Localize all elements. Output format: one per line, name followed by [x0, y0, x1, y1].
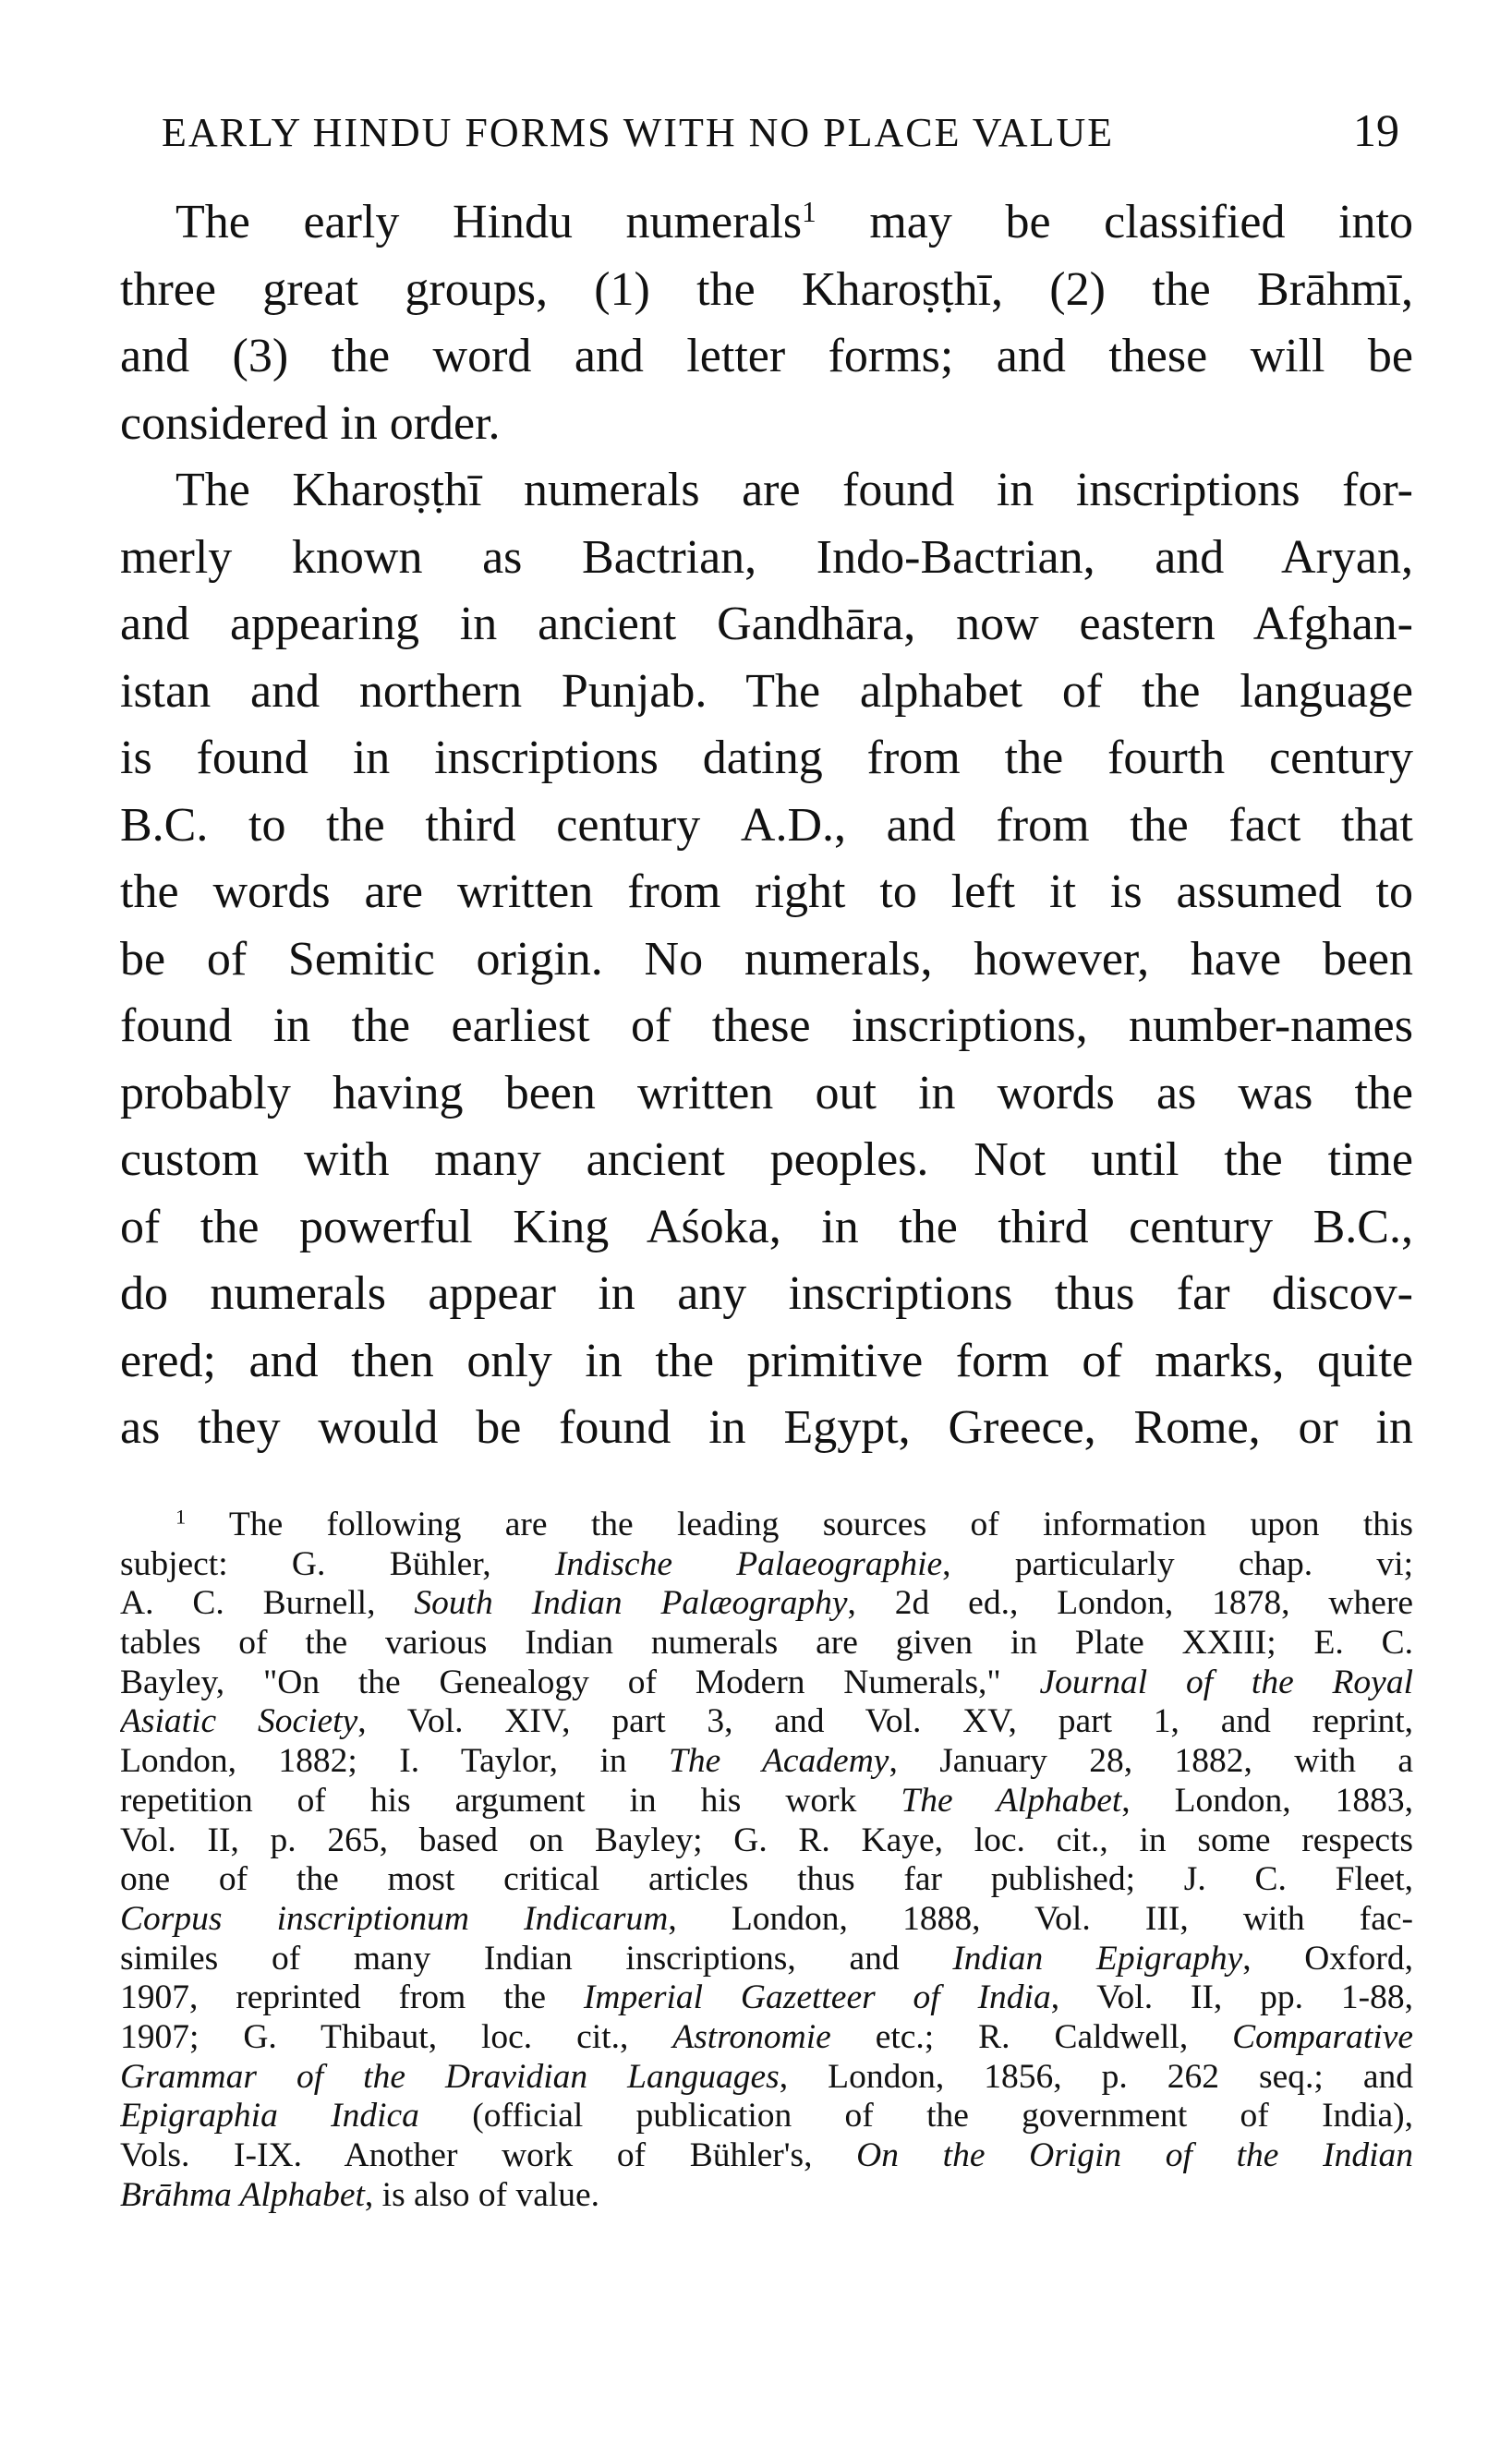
text-run: , particularly chap. vi; — [942, 1544, 1413, 1583]
footnote-line — [120, 2136, 1413, 2176]
text-run: A. C. Burnell, — [120, 1584, 415, 1623]
book-title: Imperial Gazetteer of India — [583, 1978, 1051, 2017]
text-line — [120, 792, 1413, 860]
text-run: Bayley, "On the Genealogy of Modern Numerals," — [120, 1663, 1040, 1701]
text-run: to the third century — [208, 798, 741, 852]
text-line: ered; and then only in the primitive form of marks, quite — [120, 1334, 1413, 1387]
text-line: as they would be found in Egypt, Greece, Rome, or in — [120, 1401, 1413, 1454]
running-title: EARLY HINDU FORMS WITH NO PLACE VALUE — [162, 110, 1115, 155]
text-line: The Kharoṣṭhī numerals are found in inscriptions for- — [175, 464, 1413, 516]
text-run: 1907; G. Thibaut, loc. cit., — [120, 2017, 673, 2056]
footnote-line — [120, 2058, 1413, 2098]
era-abbrev: B.C. — [120, 798, 209, 852]
footnote-line: Vol. II, p. 265, based on Bayley; G. R. Kaye, loc. cit., in some respects — [120, 1821, 1413, 1859]
book-title: The Alphabet — [901, 1781, 1122, 1820]
text-line: istan and northern Punjab. The alphabet of the language — [120, 664, 1413, 718]
text-line — [120, 1194, 1413, 1262]
footnote-line — [120, 1900, 1413, 1940]
text-line: is found in inscriptions dating from the fourth century — [120, 732, 1413, 784]
footnote-line — [120, 1940, 1413, 1979]
book-title: Corpus inscriptionum Indicarum — [120, 1899, 669, 1938]
text-line: three great groups, (1) the Kharoṣṭhī, (2) the Brāhmī, — [120, 262, 1413, 316]
text-line: found in the earliest of these inscriptions, number-names — [120, 999, 1413, 1052]
text-run: , — [1401, 1200, 1413, 1253]
page-number: 19 — [1353, 104, 1399, 156]
text-run: London, 1882; I. Taylor, in — [120, 1742, 670, 1781]
text-run: , Vol. XIV, part 3, and Vol. XV, part 1, and reprint, — [357, 1702, 1413, 1741]
text-line: and appearing in ancient Gandhāra, now eastern Afghan- — [120, 598, 1413, 650]
text-line — [120, 189, 1413, 257]
text-run: , and from the fact that — [834, 798, 1413, 852]
text-line: do numerals appear in any inscriptions thus far discov- — [120, 1267, 1413, 1320]
running-header — [162, 103, 1399, 170]
footnote-line — [120, 1664, 1413, 1703]
text-run: The following are the leading sources of information upon this — [186, 1506, 1413, 1543]
book-title: Comparative — [1232, 2017, 1413, 2056]
text-line: be of Semitic origin. No numerals, however, have been — [120, 932, 1413, 986]
footnote-line — [120, 1545, 1413, 1585]
text-run: , Vol. II, pp. 1-88, — [1050, 1978, 1413, 2017]
text-run: Vols. I-IX. Another work of Bühler's, — [120, 2136, 857, 2174]
text-run: , January 28, 1882, with a — [889, 1742, 1413, 1781]
footnote-marker: 1 — [175, 1506, 187, 1529]
footnote-line: one of the most critical articles thus far published; J. C. Fleet, — [120, 1860, 1413, 1899]
footnote-line — [120, 1742, 1413, 1782]
footnote-line — [120, 2018, 1413, 2058]
main-text — [120, 189, 1413, 1462]
book-title: Brāhma Alphabet — [120, 2175, 365, 2214]
footnote-line — [120, 1506, 1413, 1545]
text-line: merly known as Bactrian, Indo-Bactrian, and Aryan, — [120, 530, 1413, 584]
text-line: the words are written from right to left it is assumed to — [120, 865, 1413, 918]
text-run: , Oxford, — [1242, 1939, 1413, 1978]
journal-title: Asiatic Society — [120, 1702, 358, 1741]
text-line: and (3) the word and letter forms; and these will be — [120, 330, 1413, 382]
text-run: subject: G. Bühler, — [120, 1544, 555, 1583]
footnote-line — [120, 2176, 1413, 2216]
text-run: , is also of value. — [364, 2175, 600, 2214]
book-title: Astronomie — [672, 2017, 831, 2056]
text-line: custom with many ancient peoples. Not until the time — [120, 1133, 1413, 1186]
book-title: On the Origin of the Indian — [856, 2136, 1413, 2174]
footnote-line — [120, 1978, 1413, 2018]
journal-title: The Academy — [669, 1742, 889, 1781]
book-title: Grammar of the Dravidian Languages — [120, 2057, 780, 2096]
text-run: of the powerful King Aśoka, in the third century — [120, 1200, 1313, 1253]
text-run: (official publication of the government of India), — [418, 2097, 1413, 2135]
book-title: Indian Epigraphy — [952, 1939, 1243, 1978]
book-title: South Indian Palæography — [414, 1584, 848, 1623]
text-line: probably having been written out in words as was the — [120, 1066, 1413, 1119]
text-run: may be classified into — [816, 196, 1413, 248]
text-run: , London, 1883, — [1121, 1781, 1413, 1820]
footnote-reference: 1 — [802, 195, 816, 228]
book-title: Indische Palaeographie — [554, 1544, 943, 1583]
footnote-line — [120, 1702, 1413, 1742]
text-run: similes of many Indian inscriptions, and — [120, 1939, 953, 1978]
text-run: etc.; R. Caldwell, — [830, 2017, 1233, 2056]
era-abbrev: A.D. — [740, 798, 834, 852]
text-run: repetition of his argument in his work — [120, 1781, 901, 1820]
era-abbrev: B.C. — [1312, 1200, 1401, 1253]
text-run: , London, 1888, Vol. III, with fac- — [668, 1899, 1413, 1938]
footnote-line — [120, 2097, 1413, 2136]
text-run: The early Hindu numerals — [175, 196, 803, 248]
journal-title: Journal of the Royal — [1039, 1663, 1413, 1701]
footnote-line — [120, 1782, 1413, 1821]
text-run: , London, 1856, p. 262 seq.; and — [779, 2057, 1413, 2096]
footnote-line: tables of the various Indian numerals are given in Plate XXIII; E. C. — [120, 1624, 1413, 1663]
text-line: considered in order. — [120, 396, 501, 450]
text-run: , 2d ed., London, 1878, where — [847, 1584, 1413, 1623]
text-run: 1907, reprinted from the — [120, 1978, 584, 2017]
book-title: Epigraphia Indica — [120, 2097, 419, 2135]
footnote — [120, 1506, 1413, 2215]
footnote-line — [120, 1584, 1413, 1624]
